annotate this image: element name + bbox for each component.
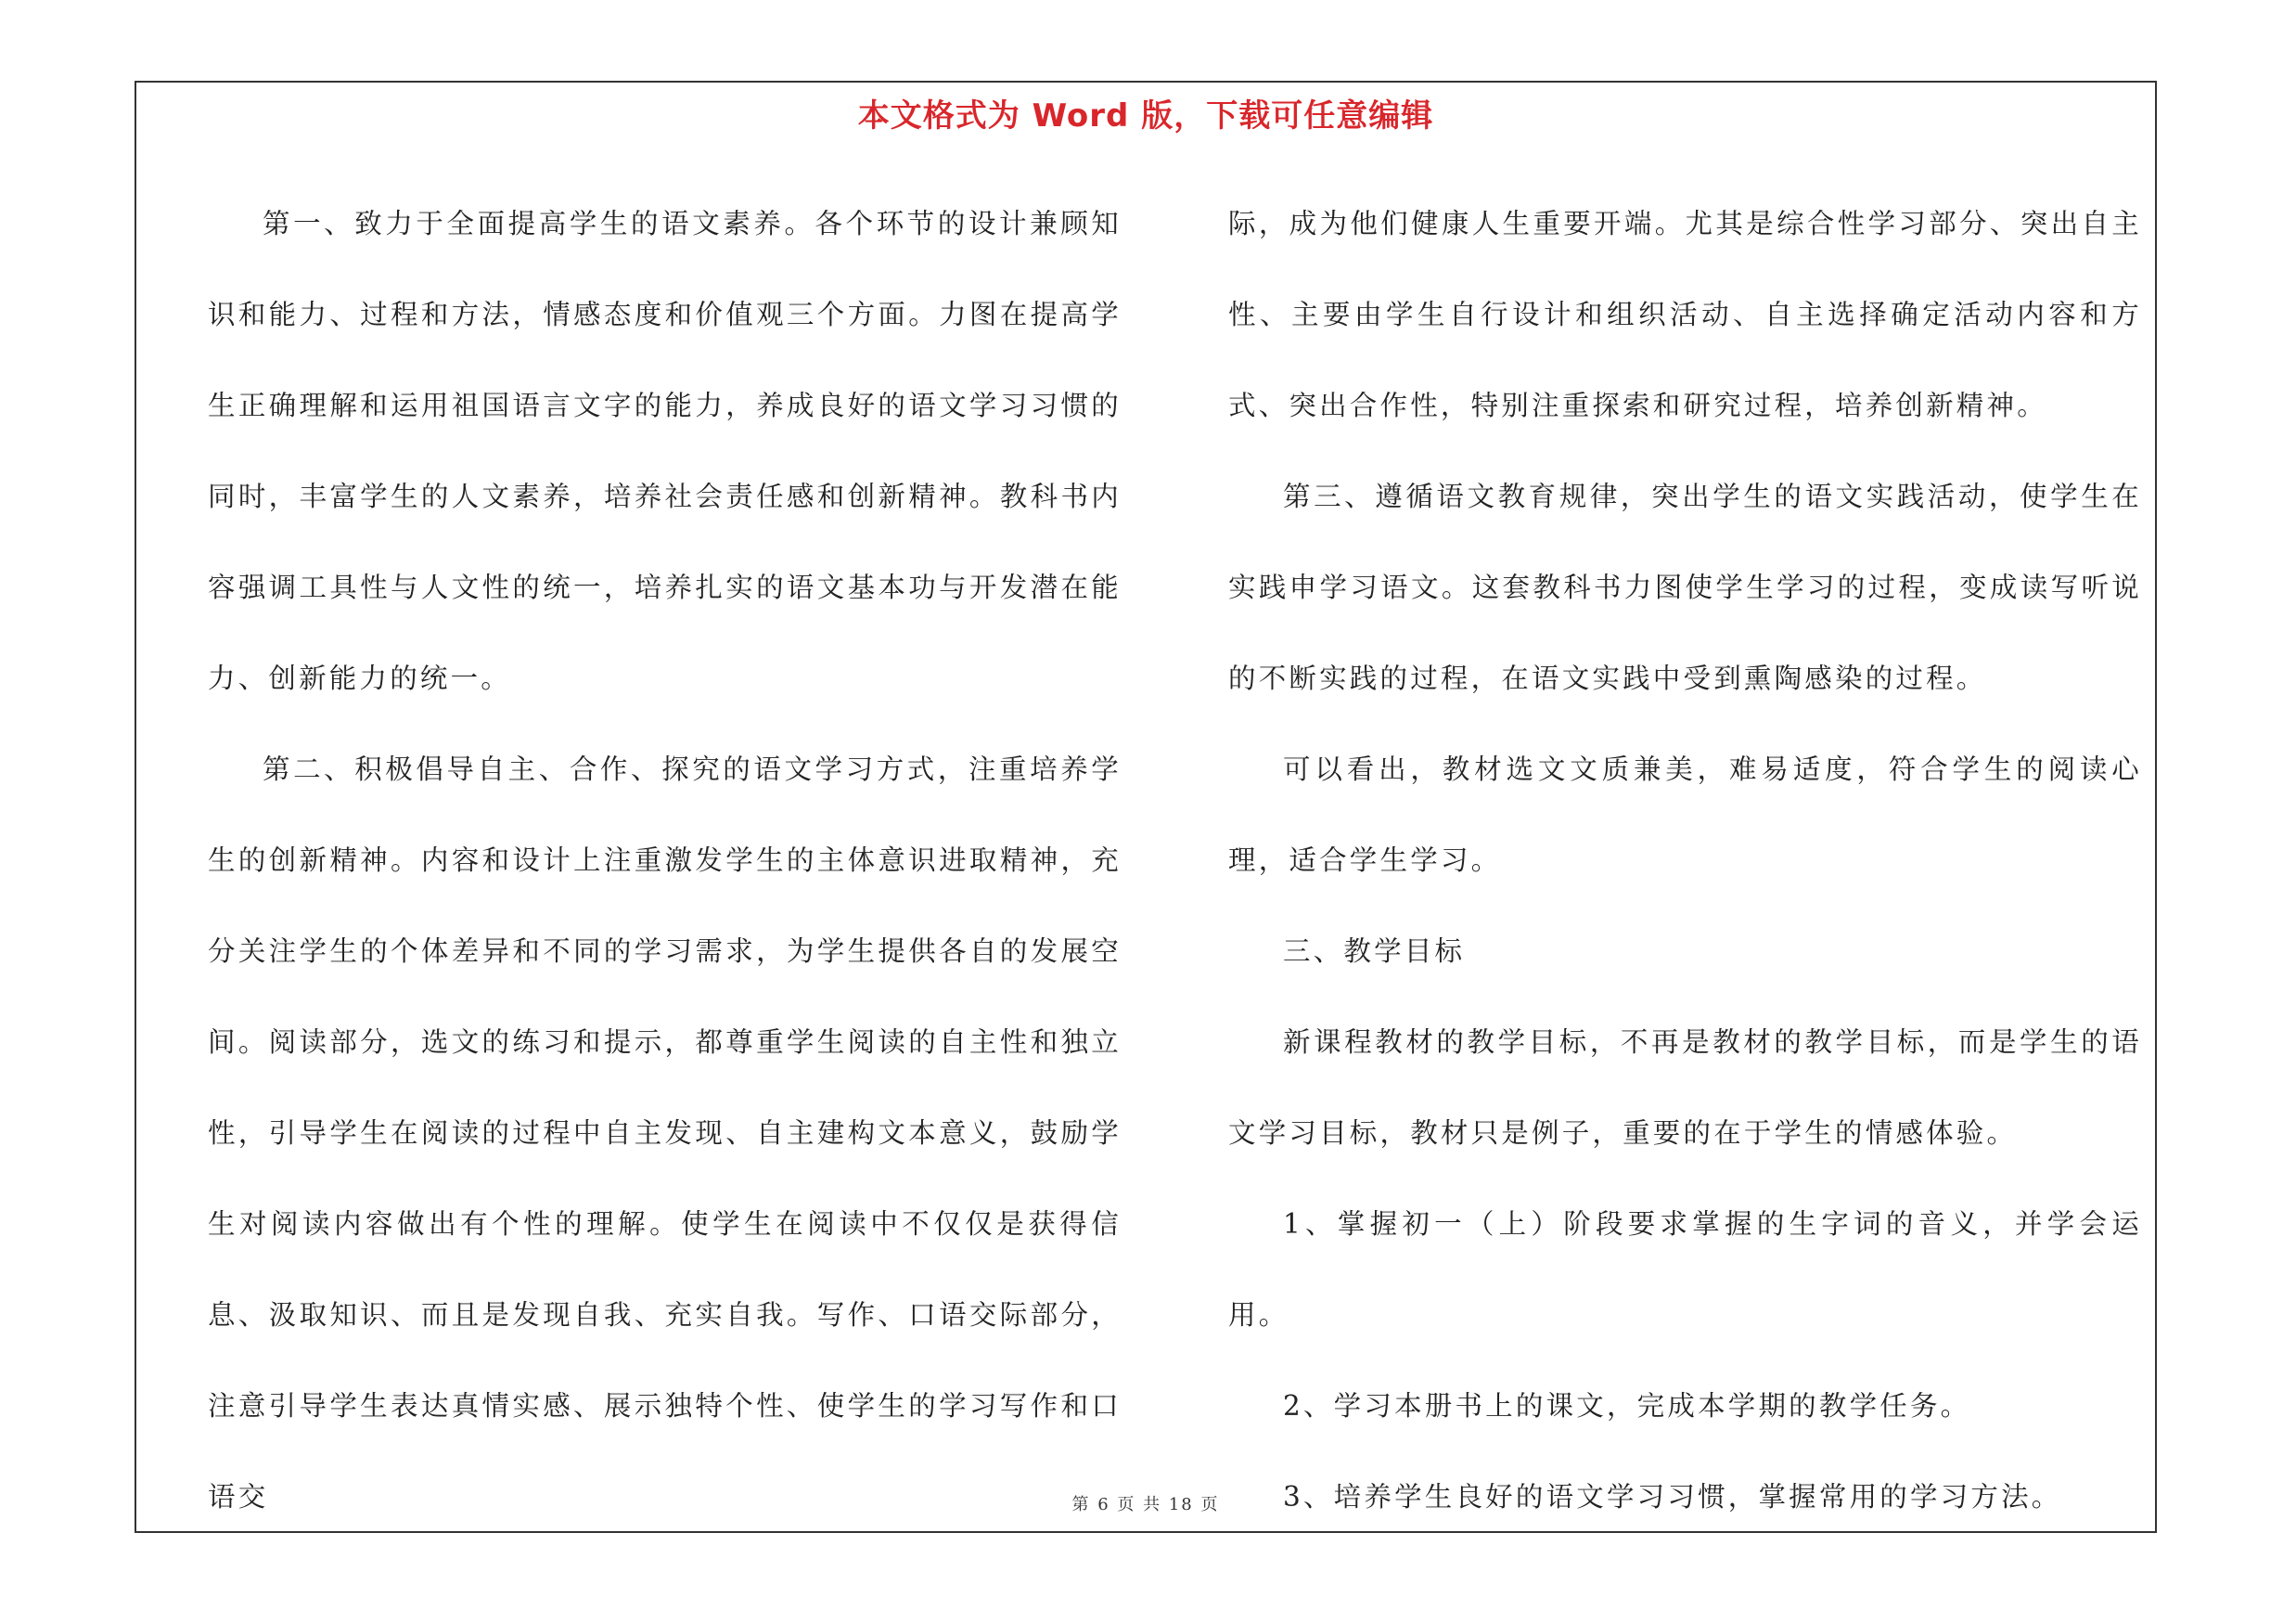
right-column xyxy=(1228,178,2142,1542)
paragraph: 第三、遵循语文教育规律，突出学生的语文实践活动，使学生在实践申学习语文。这套教科书力图使学生学习的过程，变成读写听说的不断实践的过程，在语文实践中受到熏陶感染的过程。 xyxy=(1228,481,2142,694)
page-number-footer: 第 6 页 共 18 页 xyxy=(1071,1495,1220,1514)
paragraph: 新课程教材的教学目标，不再是教材的教学目标，而是学生的语文学习目标，教材只是例子，重要的在于学生的情感体验。 xyxy=(1228,1026,2142,1149)
left-column xyxy=(208,178,1122,1542)
document-page xyxy=(135,81,2157,1533)
paragraph-continuation: 际，成为他们健康人生重要开端。尤其是综合性学习部分、突出自主性、主要由学生自行设计和组织活动、自主选择确定活动内容和方式、突出合作性，特别注重探索和研究过程，培养创新精神。 xyxy=(1228,208,2142,421)
paragraph: 第二、积极倡导自主、合作、探究的语文学习方式，注重培养学生的创新精神。内容和设计上注重激发学生的主体意识进取精神，充分关注学生的个体差异和不同的学习需求，为学生提供各自的发展空间。阅读部分，选文的练习和提示，都尊重学生阅读的自主性和独立性，引导学生在阅读的过程中自主发现、自主建构文本意义，鼓励学生对阅读内容做出有个性的理解。使学生在阅读中不仅仅是获得信息、汲取知识、而且是发现自我、充实自我。写作、口语交际部分，注意引导学生表达真情实感、展示独特个性、使学生的学习写作和口语交 xyxy=(208,754,1122,1513)
list-item: 1、掌握初一（上）阶段要求掌握的生字词的音义，并学会运用。 xyxy=(1228,1208,2142,1331)
format-banner: 本文格式为 Word 版，下载可任意编辑 xyxy=(857,97,1434,135)
list-item: 3、培养学生良好的语文学习习惯，掌握常用的学习方法。 xyxy=(1283,1481,2062,1513)
paragraph: 可以看出，教材选文文质兼美，难易适度，符合学生的阅读心理，适合学生学习。 xyxy=(1228,754,2142,876)
section-heading: 三、教学目标 xyxy=(1283,935,1466,967)
paragraph: 第一、致力于全面提高学生的语文素养。各个环节的设计兼顾知识和能力、过程和方法，情感态度和价值观三个方面。力图在提高学生正确理解和运用祖国语言文字的能力，养成良好的语文学习习惯的同时，丰富学生的人文素养，培养社会责任感和创新精神。教科书内容强调工具性与人文性的统一，培养扎实的语文基本功与开发潜在能力、创新能力的统一。 xyxy=(208,208,1122,694)
list-item: 2、学习本册书上的课文，完成本学期的教学任务。 xyxy=(1283,1390,1971,1422)
